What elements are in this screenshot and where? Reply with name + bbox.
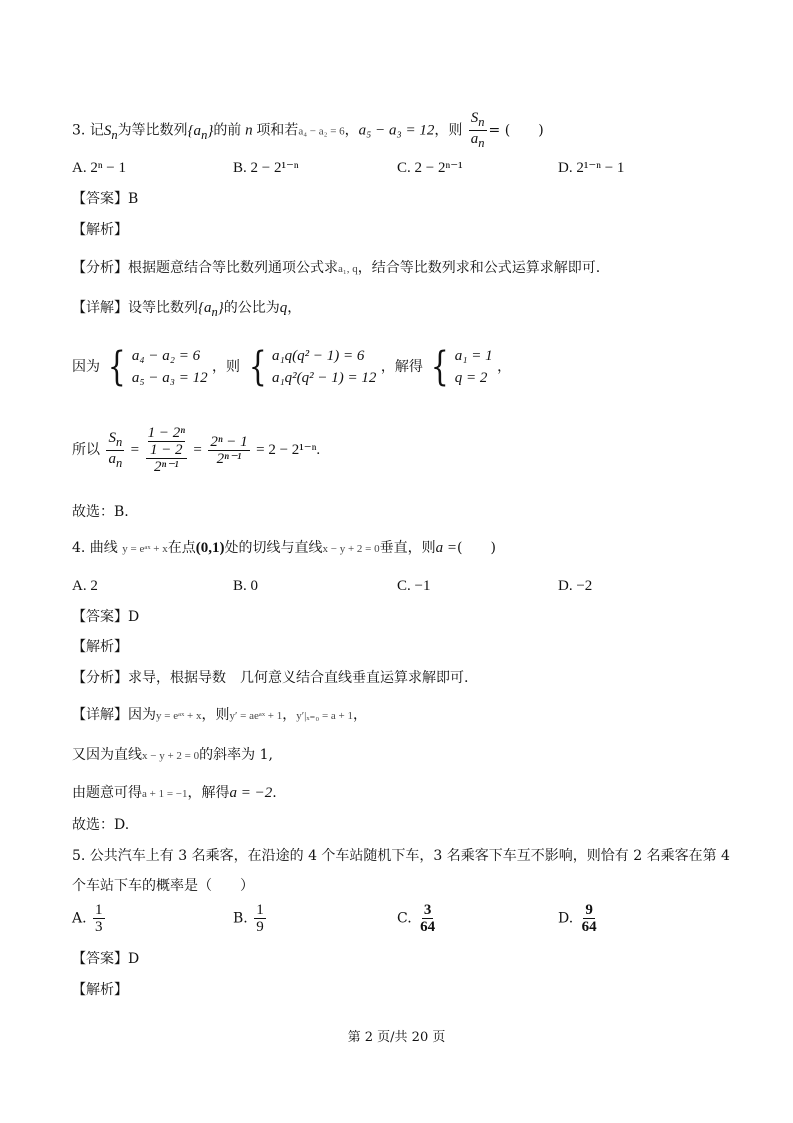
q4-option-b: B. 0 (233, 578, 259, 594)
q5-answer: 【答案】D (72, 951, 140, 967)
q4-answer: 【答案】D (72, 609, 140, 625)
q3-option-d: D. 2¹⁻ⁿ − 1 (558, 160, 625, 176)
q4-option-a: A. 2 (72, 578, 98, 594)
q3-system-line: 因为 { a₄ − a₂ = 6 a₅ − a₃ = 12 ，则 { a₁q(q² − 1) = 6 a₁q²(q² − 1) = 12 ，解得 { a₁ = 1 q = 2 ， (72, 344, 512, 390)
q4-choose: 故选：D. (72, 817, 130, 833)
q3-fenxi: 【分析】根据题意结合等比数列通项公式求a₁, q，结合等比数列求和公式运算求解即可. (72, 260, 601, 276)
q3-detail: 【详解】设等比数列$\{a_n\}$的公比为q， (72, 300, 302, 319)
q5-option-d: D. $\frac{9}{64}$ (558, 902, 597, 935)
q5-analysis-head: 【解析】 (72, 982, 128, 998)
q5-option-c: C. $\frac{3}{64}$ (397, 902, 436, 935)
q4-option-c: C. −1 (397, 578, 431, 594)
q3-stem: 3. 记$S_n$为等比数列$\{a_n\}$的前 n 项和若a₄ − a₂ = 6，a₅ − a₃ = 12，则 $\frac{S_n}{a_n}$ = ( ) (72, 110, 544, 150)
q4-slope: 又因为直线x − y + 2 = 0的斜率为 1, (72, 747, 273, 763)
q5-stem-line2: 个车站下车的概率是（ ） (72, 878, 254, 894)
q3-answer: 【答案】B (72, 191, 139, 207)
q5-option-b: B. $\frac{1}{9}$ (233, 902, 264, 935)
q3-choose: 故选：B. (72, 504, 129, 520)
q3-option-b: B. 2 − 2¹⁻ⁿ (233, 160, 299, 176)
q3-option-c: C. 2 − 2ⁿ⁻¹ (397, 160, 463, 176)
q4-result: 由题意可得a + 1 = −1，解得a = −2. (72, 785, 277, 801)
q4-option-d: D. −2 (558, 578, 593, 594)
q4-stem: 4. 曲线 y = eᵃˣ + x在点(0,1)处的切线与直线x − y + 2 = 0垂直，则a =( ) (72, 540, 496, 556)
q3-analysis-head: 【解析】 (72, 222, 128, 238)
q4-detail: 【详解】因为y = eᵃˣ + x，则y′ = aeᵃˣ + 1，y′|ₓ₌₀ = a + 1， (72, 707, 367, 723)
q4-analysis-head: 【解析】 (72, 639, 128, 655)
q3-option-a: A. 2ⁿ − 1 (72, 160, 127, 176)
q3-result: 所以 $\frac{S_n}{a_n}$ = 1 − 2ⁿ 1 − 2 2ⁿ⁻¹ = $\frac{\text{2ⁿ − 1}}{\text{2ⁿ⁻¹}}$ = 2 − 2¹⁻ⁿ. (72, 425, 321, 475)
q4-fenxi: 【分析】求导，根据导数 几何意义结合直线垂直运算求解即可. (72, 670, 469, 686)
q5-option-a: A. $\frac{1}{3}$ (72, 902, 103, 935)
q5-stem-line1: 5. 公共汽车上有 3 名乘客，在沿途的 4 个车站随机下车，3 名乘客下车互不影响，则恰有 2 名乘客在第 4 (72, 848, 730, 864)
page-footer: 第 2 页/共 20 页 (347, 1030, 446, 1045)
